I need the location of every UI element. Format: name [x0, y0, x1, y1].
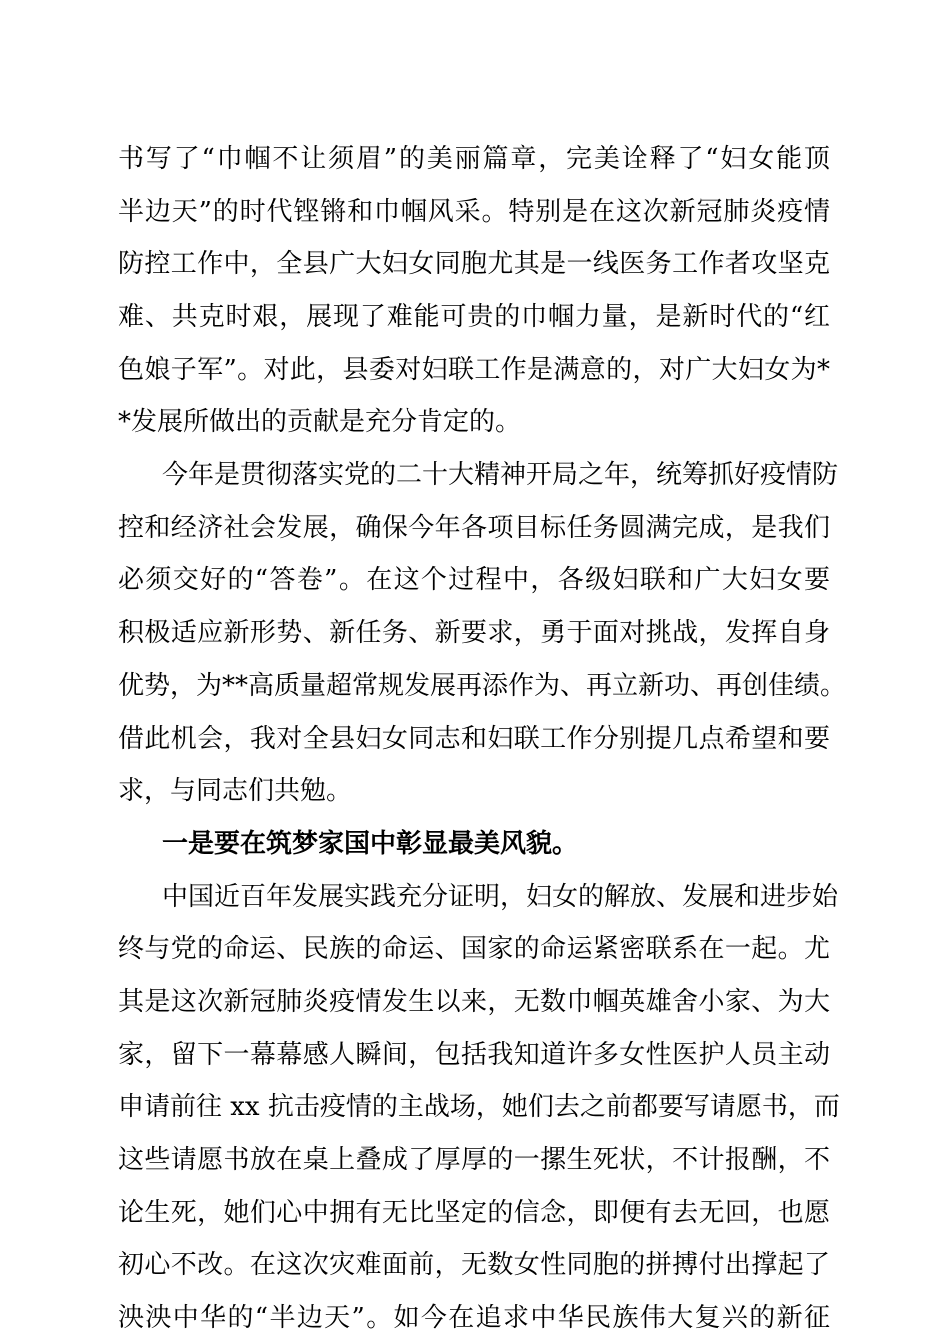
paragraph-2-line-3: 必须交好的“答卷”。在这个过程中，各级妇联和广大妇女要	[118, 565, 830, 596]
paragraph-1-line-4: 难、共克时艰，展现了难能可贵的巾帼力量，是新时代的“红	[118, 302, 830, 333]
paragraph-3-line-9: 泱泱中华的“半边天”。如今在追求中华民族伟大复兴的新征	[118, 1303, 830, 1333]
paragraph-3-line-1: 中国近百年发展实践充分证明，妇女的解放、发展和进步始	[162, 881, 839, 912]
paragraph-2-line-2: 控和经济社会发展，确保今年各项目标任务圆满完成，是我们	[118, 512, 830, 543]
paragraph-3-line-6: 这些请愿书放在桌上叠成了厚厚的一摞生死状，不计报酬，不	[118, 1144, 830, 1175]
paragraph-2-line-1: 今年是贯彻落实党的二十大精神开局之年，统筹抓好疫情防	[162, 460, 839, 491]
paragraph-2-line-5: 优势，为**高质量超常规发展再添作为、再立新功、再创佳绩。	[118, 670, 847, 701]
paragraph-2-line-4: 积极适应新形势、新任务、新要求，勇于面对挑战，发挥自身	[118, 618, 830, 649]
paragraph-2-line-6: 借此机会，我对全县妇女同志和妇联工作分别提几点希望和要	[118, 723, 830, 754]
paragraph-1-line-3: 防控工作中，全县广大妇女同胞尤其是一线医务工作者攻坚克	[118, 249, 830, 280]
paragraph-3-line-4: 家，留下一幕幕感人瞬间，包括我知道许多女性医护人员主动	[118, 1039, 830, 1070]
section-heading-1: 一是要在筑梦家国中彰显最美风貌。	[162, 828, 579, 859]
paragraph-1-line-1: 书写了“巾帼不让须眉”的美丽篇章，完美诠释了“妇女能顶	[118, 144, 830, 174]
paragraph-3-line-3: 其是这次新冠肺炎疫情发生以来，无数巾帼英雄舍小家、为大	[118, 986, 830, 1017]
paragraph-3-line-5: 申请前往 xx 抗击疫情的主战场，她们去之前都要写请愿书，而	[118, 1092, 840, 1123]
paragraph-3-line-7: 论生死，她们心中拥有无比坚定的信念，即便有去无回，也愿	[118, 1197, 830, 1228]
paragraph-1-line-5: 色娘子军”。对此，县委对妇联工作是满意的，对广大妇女为*	[118, 354, 830, 385]
paragraph-3-line-2: 终与党的命运、民族的命运、国家的命运紧密联系在一起。尤	[118, 934, 830, 965]
paragraph-1-line-2: 半边天”的时代铿锵和巾帼风采。特别是在这次新冠肺炎疫情	[118, 196, 830, 227]
paragraph-2-line-7: 求，与同志们共勉。	[118, 776, 353, 807]
paragraph-3-line-8: 初心不改。在这次灾难面前，无数女性同胞的拼搏付出撑起了	[118, 1250, 830, 1281]
paragraph-1-line-6: *发展所做出的贡献是充分肯定的。	[118, 407, 522, 438]
